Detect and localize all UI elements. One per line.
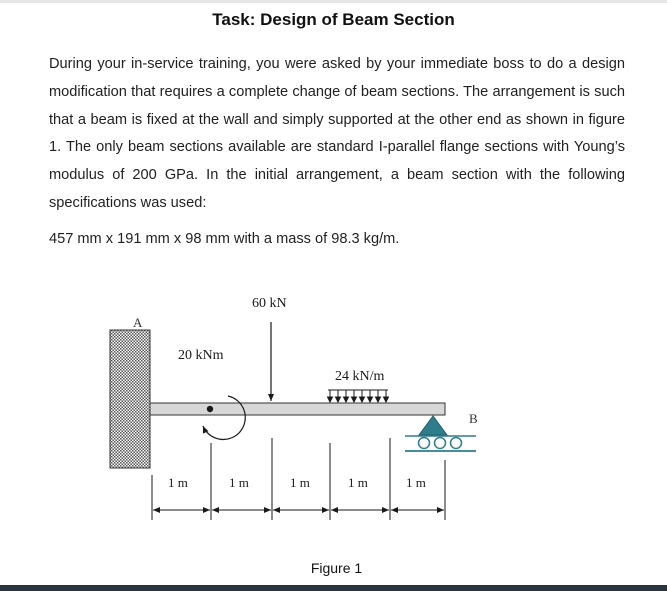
span-label-2: 1 m (229, 475, 249, 490)
moment-point (207, 406, 213, 412)
span-label-4: 1 m (348, 475, 368, 490)
span-label-1: 1 m (168, 475, 188, 490)
figure-caption: Figure 1 (310, 560, 363, 576)
udl-label: 24 kN/m (335, 369, 385, 384)
page-title: Task: Design of Beam Section (212, 10, 455, 29)
fixed-wall (110, 330, 150, 468)
udl-arrow-head (376, 397, 381, 402)
point-load-label: 60 kN (252, 296, 287, 311)
moment-label: 20 kNm (178, 348, 224, 363)
beam (150, 403, 445, 415)
udl-arrow-head (352, 397, 357, 402)
task-paragraph: During your in-service training, you were asked by your immediate boss to do a design modification that requires a complete change of beam sections. The arrangement is such that a beam is fixed at the wall and simply supported at the other end as shown in figure 1. The only beam sections available are standard I-parallel flange sections with Young’s modulus of 200 GPa. In the initial arrangement, a beam section with the following specifications was used: (49, 56, 625, 211)
udl-arrow-head (368, 397, 373, 402)
support-a-label: A (133, 315, 143, 330)
udl-arrow-head (360, 397, 365, 402)
udl-arrow-head (344, 397, 349, 402)
span-label-3: 1 m (290, 475, 310, 490)
distributed-load (328, 390, 389, 402)
udl-arrow-head (384, 397, 389, 402)
support-b-label: B (469, 411, 478, 426)
roller-support-b (405, 416, 476, 451)
udl-arrow-head (336, 397, 341, 402)
beam-specification: 457 mm x 191 mm x 98 mm with a mass of 98.3 kg/m. (49, 231, 400, 247)
bottom-bar (0, 585, 667, 591)
span-label-5: 1 m (406, 475, 426, 490)
udl-arrow-head (328, 397, 333, 402)
